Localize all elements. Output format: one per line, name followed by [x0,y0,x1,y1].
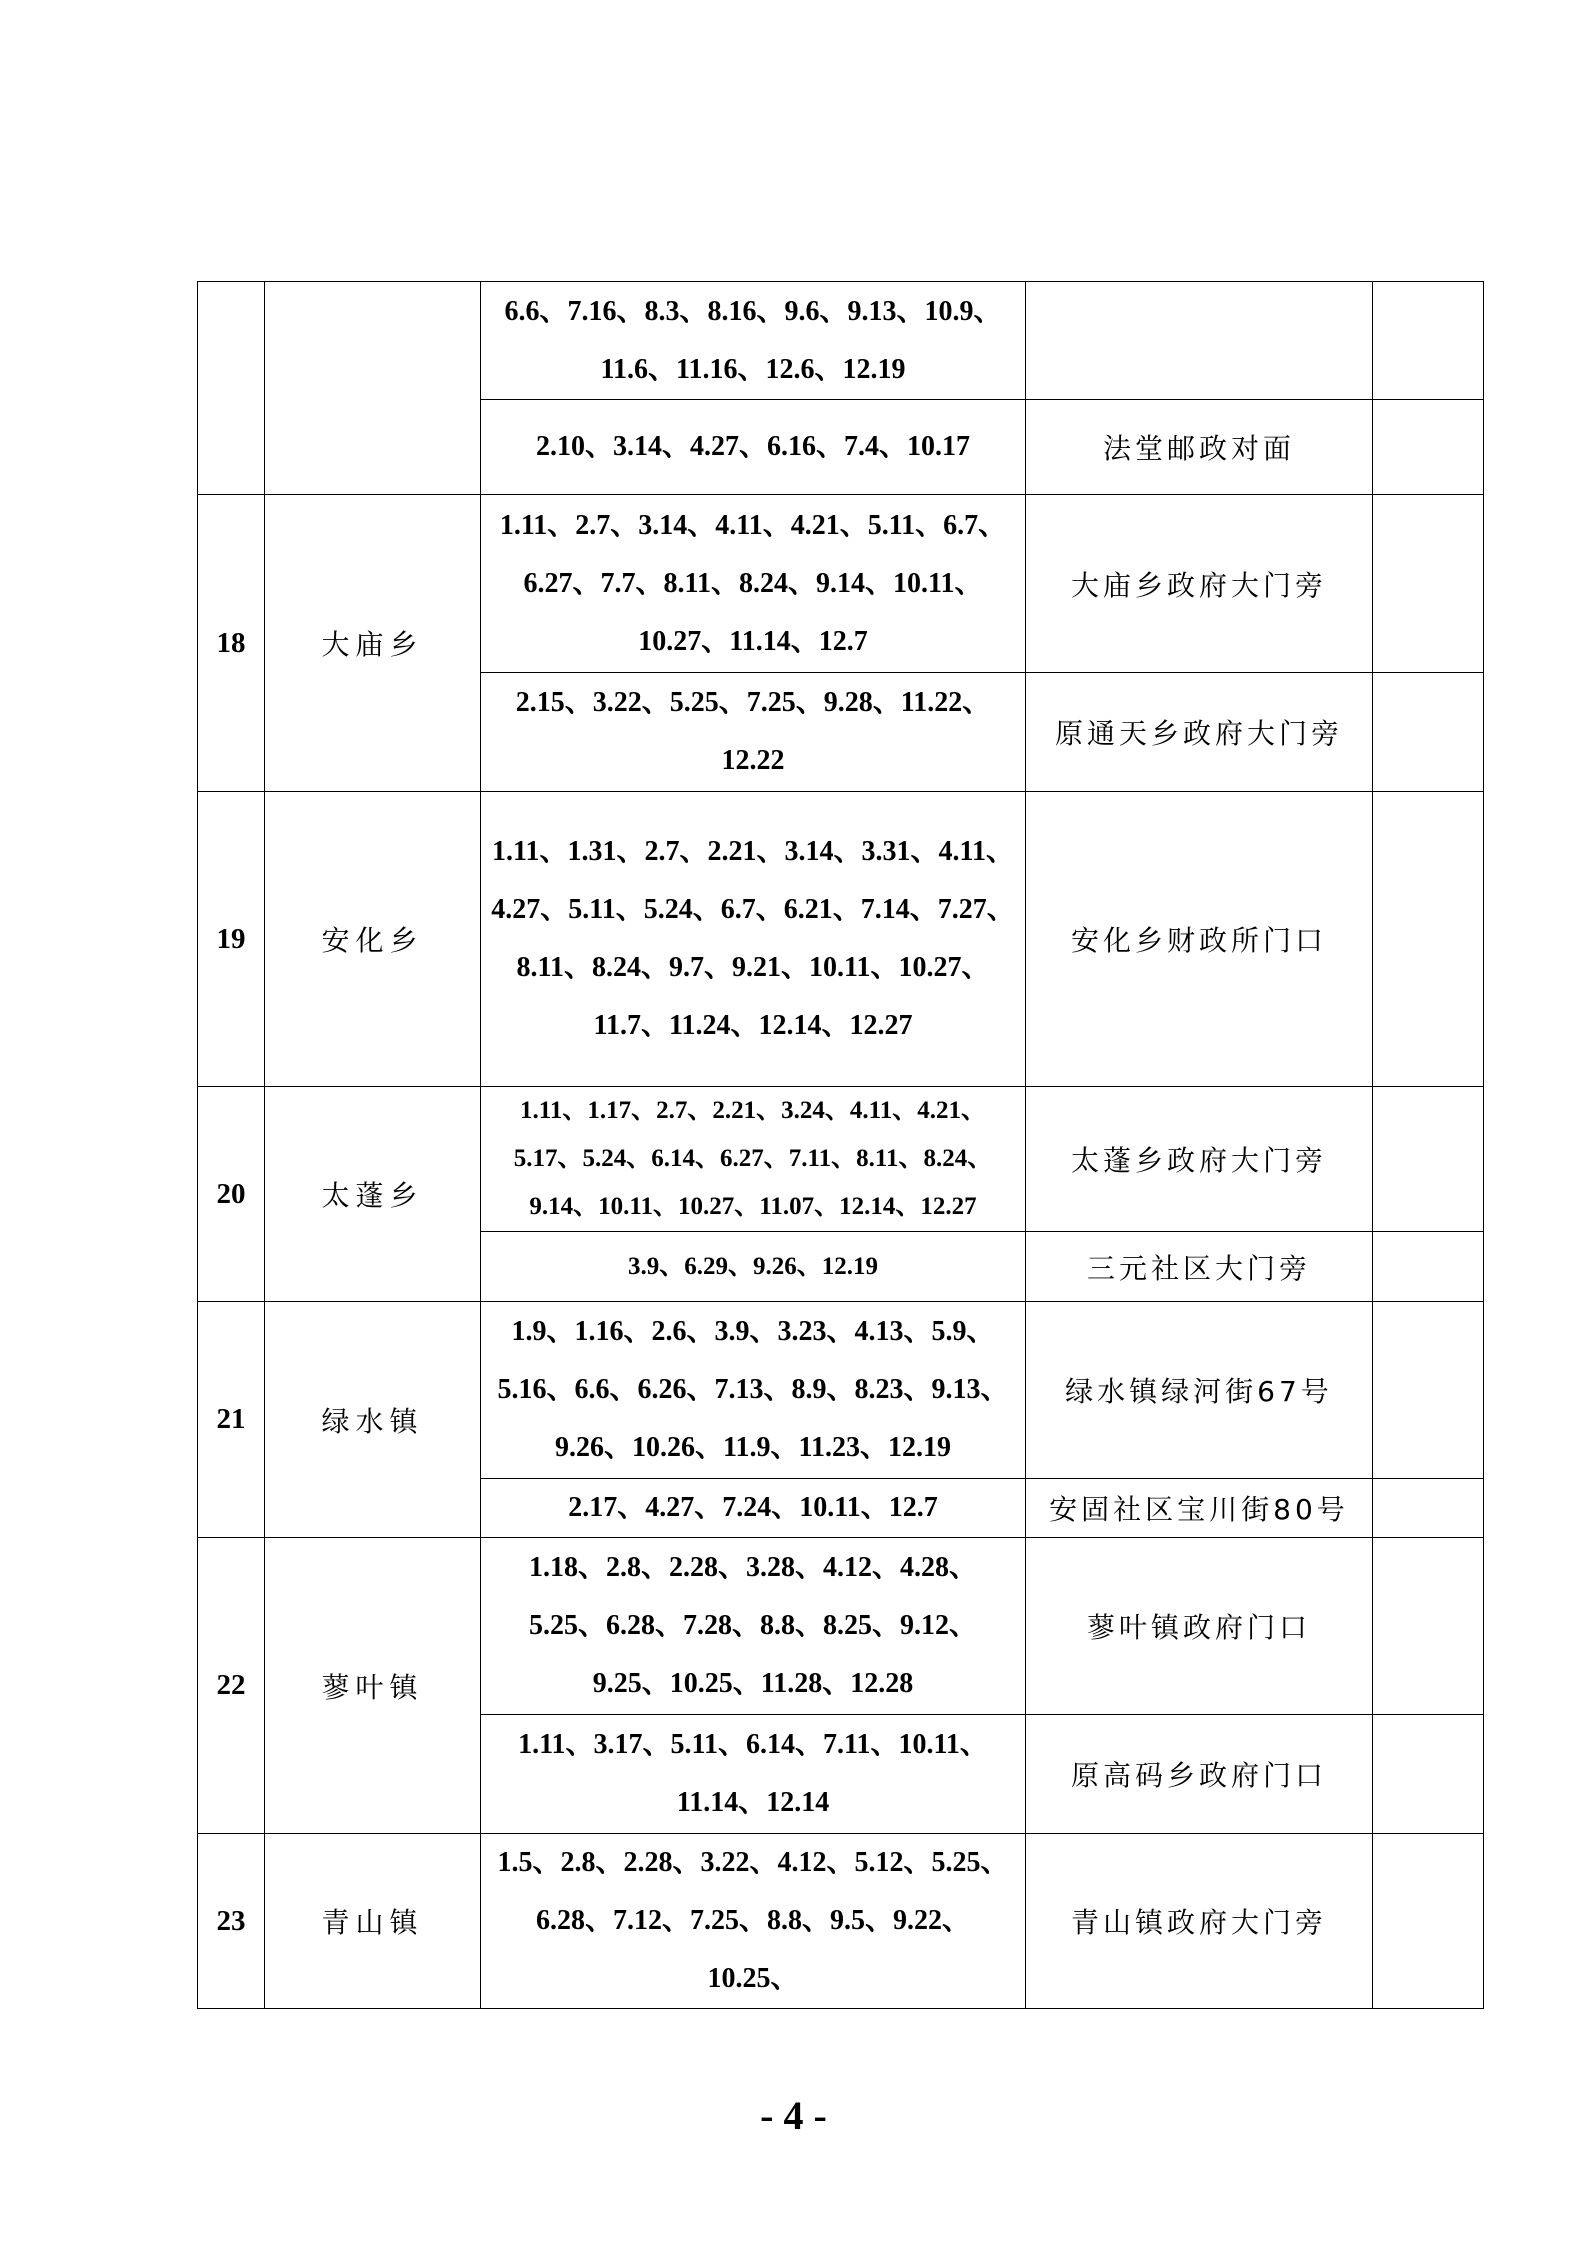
table-row [198,792,1484,1087]
page-number: - 4 - [760,2093,827,2138]
remarks-cell [1373,1479,1484,1538]
table-row [198,1538,1484,1715]
table-row [198,495,1484,673]
location-cell [1026,282,1373,400]
dates-cell: 1.11、1.17、2.7、2.21、3.24、4.11、4.21、5.17、5.24、6.14、6.27、7.11、8.11、8.24、9.14、10.11、10.27、11.07、12.14、12.27 [481,1087,1026,1232]
dates-cell: 1.18、2.8、2.28、3.28、4.12、4.28、5.25、6.28、7.28、8.8、8.25、9.12、9.25、10.25、11.28、12.28 [481,1538,1026,1715]
dates-cell: 1.11、2.7、3.14、4.11、4.21、5.11、6.7、6.27、7.7、8.11、8.24、9.14、10.11、10.27、11.14、12.7 [481,495,1026,673]
row-number-cell: 21 [198,1302,265,1538]
township-cell [265,282,481,495]
remarks-cell [1373,1302,1484,1479]
remarks-cell [1373,400,1484,495]
dates-cell: 2.15、3.22、5.25、7.25、9.28、11.22、12.22 [481,673,1026,792]
remarks-cell [1373,673,1484,792]
location-cell: 绿水镇绿河街67号 [1026,1302,1373,1479]
township-cell: 大庙乡 [265,495,481,792]
table-row [198,282,1484,400]
remarks-cell [1373,1834,1484,2009]
township-cell: 太蓬乡 [265,1087,481,1302]
dates-cell: 1.11、3.17、5.11、6.14、7.11、10.11、11.14、12.14 [481,1715,1026,1834]
remarks-cell [1373,1538,1484,1715]
row-number-cell: 18 [198,495,265,792]
row-number-cell: 19 [198,792,265,1087]
dates-cell: 1.11、1.31、2.7、2.21、3.14、3.31、4.11、4.27、5.11、5.24、6.7、6.21、7.14、7.27、8.11、8.24、9.7、9.21、10.11、10.27、11.7、11.24、12.14、12.27 [481,792,1026,1087]
location-cell: 青山镇政府大门旁 [1026,1834,1373,2009]
location-cell: 安固社区宝川街80号 [1026,1479,1373,1538]
dates-cell: 6.6、7.16、8.3、8.16、9.6、9.13、10.9、11.6、11.16、12.6、12.19 [481,282,1026,400]
dates-cell: 1.9、1.16、2.6、3.9、3.23、4.13、5.9、5.16、6.6、6.26、7.13、8.9、8.23、9.13、9.26、10.26、11.9、11.23、12.19 [481,1302,1026,1479]
location-cell: 三元社区大门旁 [1026,1232,1373,1302]
table-row [198,1087,1484,1232]
dates-cell: 2.10、3.14、4.27、6.16、7.4、10.17 [481,400,1026,495]
township-cell: 蓼叶镇 [265,1538,481,1834]
location-cell: 太蓬乡政府大门旁 [1026,1087,1373,1232]
remarks-cell [1373,1087,1484,1232]
remarks-cell [1373,1715,1484,1834]
row-number-cell: 23 [198,1834,265,2009]
table-row [198,1302,1484,1479]
dates-cell: 2.17、4.27、7.24、10.11、12.7 [481,1479,1026,1538]
dates-cell: 1.5、2.8、2.28、3.22、4.12、5.12、5.25、6.28、7.12、7.25、8.8、9.5、9.22、10.25、 [481,1834,1026,2009]
remarks-cell [1373,282,1484,400]
remarks-cell [1373,792,1484,1087]
row-number-cell [198,282,265,495]
row-number-cell: 20 [198,1087,265,1302]
row-number-cell: 22 [198,1538,265,1834]
location-cell: 法堂邮政对面 [1026,400,1373,495]
location-cell: 安化乡财政所门口 [1026,792,1373,1087]
remarks-cell [1373,495,1484,673]
remarks-cell [1373,1232,1484,1302]
dates-cell: 3.9、6.29、9.26、12.19 [481,1232,1026,1302]
table-row [198,1834,1484,2009]
schedule-table [197,281,1484,2009]
township-cell: 绿水镇 [265,1302,481,1538]
township-cell: 青山镇 [265,1834,481,2009]
location-cell: 大庙乡政府大门旁 [1026,495,1373,673]
location-cell: 原通天乡政府大门旁 [1026,673,1373,792]
location-cell: 蓼叶镇政府门口 [1026,1538,1373,1715]
township-cell: 安化乡 [265,792,481,1087]
location-cell: 原高码乡政府门口 [1026,1715,1373,1834]
